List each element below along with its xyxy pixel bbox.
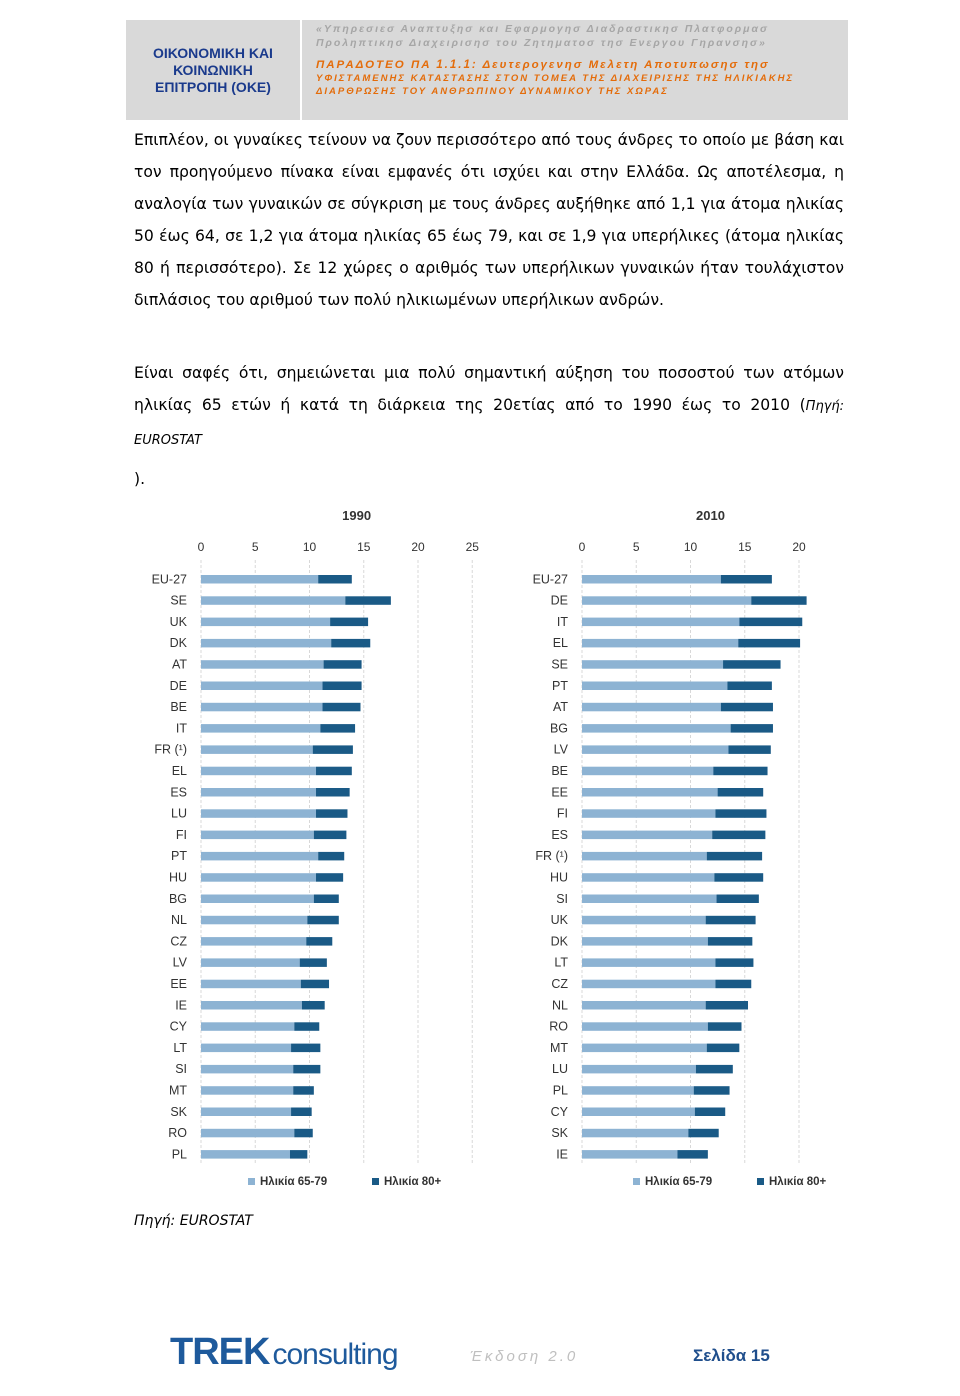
bar-80-plus (695, 1108, 725, 1117)
category-label: PT (171, 849, 187, 864)
bar-65-79 (582, 703, 721, 712)
category-label: HU (549, 870, 568, 885)
category-label: ES (551, 827, 568, 842)
bar-65-79 (582, 980, 715, 989)
bar-80-plus (715, 980, 751, 989)
bar-65-79 (582, 1001, 706, 1010)
category-label: IT (175, 721, 187, 736)
bar-80-plus (717, 895, 759, 904)
category-label: DK (169, 636, 187, 651)
bar-80-plus (712, 831, 765, 840)
category-label: BG (168, 891, 187, 906)
bar-80-plus (323, 682, 362, 691)
paragraph-3: ). (134, 470, 146, 488)
bar-80-plus (721, 575, 772, 584)
category-label: NL (171, 913, 187, 928)
bar-80-plus (316, 873, 343, 882)
bar-80-plus (694, 1086, 730, 1095)
bar-65-79 (582, 1108, 695, 1117)
category-label: MT (549, 1040, 568, 1055)
bar-80-plus (316, 809, 347, 818)
category-label: SE (170, 593, 187, 608)
bar-65-79 (582, 618, 739, 627)
bar-65-79 (201, 1086, 293, 1095)
bar-65-79 (582, 1044, 707, 1053)
header-org-name: ΟΙΚΟΝΟΜΙΚΗ ΚΑΙ ΚΟΙΝΩΝΙΚΗ ΕΠΙΤΡΟΠΗ (ΟΚΕ) (153, 44, 273, 95)
bar-80-plus (696, 1065, 733, 1074)
bar-80-plus (721, 703, 773, 712)
bar-65-79 (201, 958, 300, 967)
category-label: RO (168, 1126, 187, 1141)
category-label: AT (171, 657, 187, 672)
category-label: CY (550, 1104, 568, 1119)
bar-65-79 (582, 1150, 677, 1159)
bar-80-plus (320, 724, 355, 733)
bar-80-plus (751, 596, 806, 605)
x-tick-label: 20 (792, 540, 806, 554)
bar-80-plus (316, 788, 350, 797)
paragraph-1: Επιπλέον, οι γυναίκες τείνουν να ζουν περισσότερο από τους άνδρες το οποίο με βάση και τον προηγούμενο πίνακα είναι εμφανές ότι ισχύει και στην Ελλάδα. Ως αποτέλεσμα, η αναλογία των γυναικών σε σύγκριση με τους άνδρες αυξήθηκε από 1,1 για άτομα ηλικίας 50 έως 64, σε 1,2 για άτομα ηλικίας 65 έως 79, και σε 1,9 για υπερήλικες (άτομα ηλικίας 80 ή περισσότερο). Σε 12 χώρες ο αριθμός των υπερήλικων γυναικών ήταν τουλάχιστον διπλάσιος του αριθμού των πολύ ηλικιωμένων υπερήλικων ανδρών. (134, 131, 844, 309)
category-label: BE (170, 700, 187, 715)
category-label: MT (168, 1083, 187, 1098)
category-label: EE (170, 976, 187, 991)
bar-65-79 (201, 937, 306, 946)
x-tick-label: 5 (632, 540, 640, 554)
bar-80-plus (324, 660, 362, 669)
bar-65-79 (201, 660, 324, 669)
bar-80-plus (713, 767, 767, 776)
bar-65-79 (582, 916, 706, 925)
bar-65-79 (201, 831, 314, 840)
legend-swatch-65-79 (248, 1178, 255, 1185)
bar-80-plus (300, 958, 327, 967)
category-label: EU-27 (151, 572, 187, 587)
category-label: BE (551, 763, 568, 778)
category-label: BG (549, 721, 568, 736)
bar-80-plus (316, 767, 352, 776)
x-tick-label: 0 (197, 540, 205, 554)
chart-title: 1990 (342, 508, 372, 523)
category-label: CZ (551, 976, 568, 991)
category-label: LU (171, 806, 187, 821)
bar-80-plus (707, 852, 762, 861)
bar-65-79 (201, 618, 330, 627)
bar-80-plus (706, 1001, 748, 1010)
header-deliverable: ΠΑΡΑΔΟΤΕΟ ΠΑ 1.1.1: Δευτερογενησ Μελετη Αποτυπωσησ τησ (316, 59, 770, 71)
legend-label-65-79: Ηλικία 65-79 (645, 1176, 713, 1188)
bar-65-79 (201, 639, 331, 648)
page-number: Σελίδα 15 (693, 1346, 770, 1365)
bar-65-79 (582, 958, 715, 967)
category-label: EL (552, 636, 568, 651)
bar-80-plus (738, 639, 800, 648)
bar-65-79 (201, 873, 316, 882)
category-label: SE (551, 657, 568, 672)
bar-65-79 (582, 724, 731, 733)
category-label: HU (168, 870, 187, 885)
category-label: IE (556, 1147, 568, 1162)
bar-80-plus (293, 1086, 314, 1095)
bar-65-79 (582, 852, 707, 861)
bar-65-79 (201, 1022, 294, 1031)
x-tick-label: 5 (251, 540, 259, 554)
bar-65-79 (201, 1044, 291, 1053)
category-label: DE (169, 678, 187, 693)
category-label: RO (549, 1019, 568, 1034)
inline-source: Πηγή: EUROSTAT (134, 399, 844, 448)
bar-80-plus (723, 660, 781, 669)
bar-80-plus (345, 596, 391, 605)
category-label: NL (552, 998, 568, 1013)
bar-65-79 (201, 1129, 294, 1138)
category-label: PT (552, 678, 568, 693)
bar-80-plus (290, 1150, 307, 1159)
bar-80-plus (727, 682, 771, 691)
bar-65-79 (201, 1001, 302, 1010)
bar-80-plus (706, 916, 756, 925)
bar-65-79 (201, 703, 323, 712)
category-label: SI (175, 1062, 187, 1077)
bar-80-plus (314, 831, 347, 840)
page-header (126, 20, 848, 120)
legend-swatch-80-plus (757, 1178, 764, 1185)
category-label: SI (556, 891, 568, 906)
bar-80-plus (294, 1022, 319, 1031)
category-label: LU (552, 1062, 568, 1077)
paragraph-2-text: Είναι σαφές ότι, σημειώνεται μια πολύ σημαντική αύξηση του ποσοστού των ατόμων ηλικίας 65 ετών ή κατά τη διάρκεια της 20ετίας από το 1990 έως το 2010 ( (134, 364, 844, 414)
category-label: SK (170, 1104, 187, 1119)
bar-65-79 (582, 767, 713, 776)
population-chart (130, 500, 830, 1200)
category-label: EU-27 (532, 572, 568, 587)
header-project-box (302, 20, 848, 120)
x-tick-label: 0 (578, 540, 586, 554)
bar-80-plus (728, 745, 770, 754)
category-label: DK (550, 934, 568, 949)
bar-65-79 (582, 1065, 696, 1074)
bar-65-79 (582, 873, 714, 882)
category-label: LV (553, 742, 568, 757)
bar-80-plus (739, 618, 802, 627)
category-label: SK (551, 1126, 568, 1141)
bar-65-79 (582, 809, 715, 818)
x-tick-label: 10 (683, 540, 698, 554)
paragraph-2 (134, 357, 844, 457)
bar-65-79 (582, 575, 721, 584)
bar-80-plus (731, 724, 773, 733)
category-label: ES (170, 785, 187, 800)
bar-65-79 (582, 682, 727, 691)
edition-label: Έκδοση 2.0 (470, 1348, 579, 1365)
bar-65-79 (582, 937, 708, 946)
bar-65-79 (582, 831, 712, 840)
bar-65-79 (201, 809, 316, 818)
category-label: LT (554, 955, 568, 970)
bar-65-79 (582, 596, 751, 605)
category-label: FR (¹) (154, 742, 187, 757)
category-label: UK (169, 614, 187, 629)
category-label: FI (175, 827, 187, 842)
logo-trek-text: TREK (170, 1331, 270, 1373)
bar-80-plus (323, 703, 361, 712)
bar-80-plus (715, 958, 753, 967)
category-label: IE (175, 998, 187, 1013)
category-label: PL (171, 1147, 187, 1162)
logo-consulting-text: consulting (272, 1338, 398, 1371)
category-label: FI (556, 806, 568, 821)
bar-65-79 (201, 852, 318, 861)
bar-80-plus (688, 1129, 718, 1138)
bar-80-plus (291, 1044, 320, 1053)
category-label: IT (556, 614, 568, 629)
bar-65-79 (201, 788, 316, 797)
bar-80-plus (313, 745, 353, 754)
bar-80-plus (294, 1129, 312, 1138)
category-label: EL (171, 763, 187, 778)
bar-65-79 (201, 745, 313, 754)
x-tick-label: 15 (738, 540, 752, 554)
legend-label-80-plus: Ηλικία 80+ (384, 1176, 442, 1188)
trek-logo (170, 1333, 398, 1371)
bar-65-79 (201, 575, 318, 584)
bar-65-79 (201, 1065, 293, 1074)
bar-80-plus (318, 852, 344, 861)
bar-80-plus (307, 916, 338, 925)
bar-65-79 (201, 724, 320, 733)
category-label: PL (552, 1083, 568, 1098)
bar-65-79 (582, 745, 728, 754)
category-label: LV (172, 955, 187, 970)
bar-80-plus (293, 1065, 320, 1074)
bar-65-79 (201, 1108, 291, 1117)
bar-80-plus (291, 1108, 312, 1117)
bar-65-79 (201, 895, 314, 904)
bar-80-plus (314, 895, 339, 904)
bar-80-plus (306, 937, 332, 946)
bar-80-plus (708, 1022, 742, 1031)
bar-65-79 (201, 1150, 290, 1159)
x-tick-label: 20 (411, 540, 425, 554)
header-project-title: «Υπηρεσιεσ Αναπτυξησ και Εφαρμογησ Διαδραστικησ Πλατφορμασ Προληπτικησ Διαχειρισησ του Ζητηματοσ τησ Ενεργου Γηρανσησ» (316, 23, 769, 49)
legend-swatch-80-plus (372, 1178, 379, 1185)
bar-65-79 (582, 1086, 694, 1095)
x-tick-label: 25 (465, 540, 479, 554)
category-label: UK (550, 913, 568, 928)
legend-label-80-plus: Ηλικία 80+ (769, 1176, 827, 1188)
bar-65-79 (201, 980, 301, 989)
category-label: CZ (170, 934, 187, 949)
header-deliverable-subtitle: ΥΦΙΣΤΑΜΕΝΗΣ ΚΑΤΑΣΤΑΣΗΣ ΣΤΟΝ ΤΟΜΕΑ ΤΗΣ ΔΙΑΧΕΙΡΙΣΗΣ ΤΗΣ ΗΛΙΚΙΑΚΗΣ ΔΙΑΡΘΡΩΣΗΣ ΤΟΥ ΑΝΘΡΩΠΙΝΟΥ ΔΥΝΑΜΙΚΟΥ ΤΗΣ ΧΩΡΑΣ (316, 73, 795, 97)
bar-65-79 (201, 596, 345, 605)
bar-65-79 (201, 916, 307, 925)
bar-65-79 (201, 682, 323, 691)
header-org-box (126, 20, 300, 120)
bar-65-79 (582, 895, 717, 904)
bar-80-plus (715, 809, 766, 818)
bar-80-plus (331, 639, 370, 648)
bar-65-79 (582, 660, 723, 669)
chart-title: 2010 (696, 508, 725, 523)
category-label: FR (¹) (535, 849, 568, 864)
bar-80-plus (318, 575, 352, 584)
bar-80-plus (707, 1044, 740, 1053)
bar-80-plus (714, 873, 763, 882)
bar-80-plus (301, 980, 329, 989)
chart-source: Πηγή: EUROSTAT (134, 1213, 253, 1229)
bar-80-plus (718, 788, 764, 797)
bar-65-79 (582, 639, 738, 648)
category-label: DE (550, 593, 568, 608)
bar-65-79 (582, 1129, 688, 1138)
bar-65-79 (582, 1022, 708, 1031)
category-label: CY (169, 1019, 187, 1034)
x-tick-label: 10 (302, 540, 317, 554)
category-label: LT (173, 1040, 187, 1055)
x-tick-label: 15 (357, 540, 371, 554)
legend-label-65-79: Ηλικία 65-79 (260, 1176, 328, 1188)
category-label: EE (551, 785, 568, 800)
bar-80-plus (708, 937, 752, 946)
bar-80-plus (330, 618, 368, 627)
category-label: AT (552, 700, 568, 715)
bar-80-plus (677, 1150, 707, 1159)
bar-65-79 (201, 767, 316, 776)
bar-65-79 (582, 788, 718, 797)
legend-swatch-65-79 (633, 1178, 640, 1185)
bar-80-plus (302, 1001, 325, 1010)
